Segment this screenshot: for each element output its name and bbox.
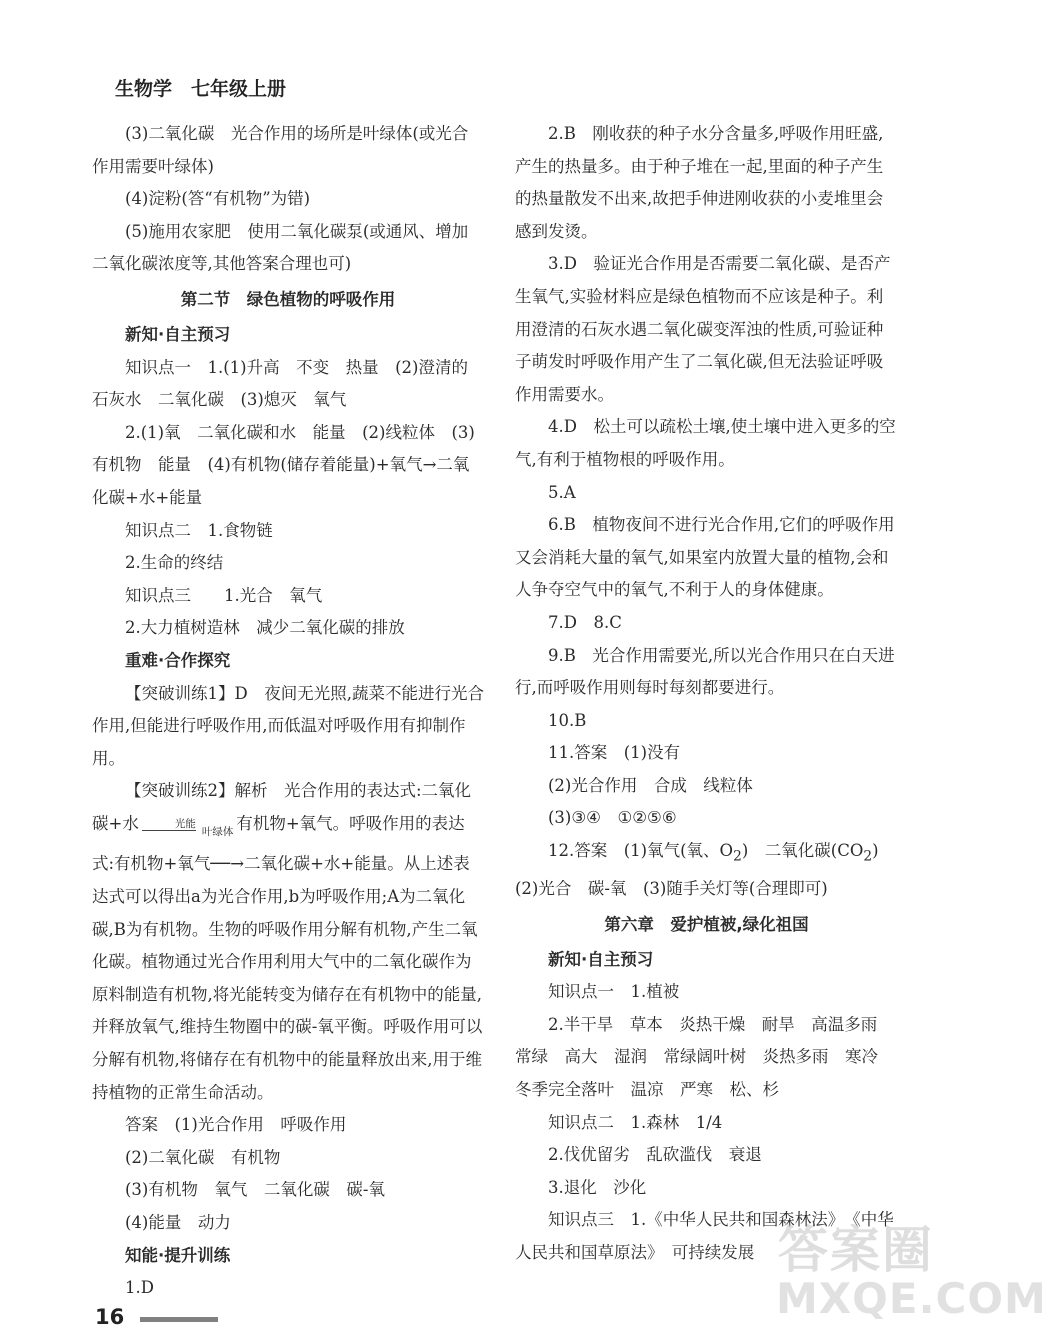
answer-paragraph: 知识点三 1.光合 氧气 <box>125 585 323 605</box>
watermark-url: MXQE.COM <box>776 1274 1047 1323</box>
answer-paragraph <box>515 835 898 873</box>
answer-paragraph: (3)③④ ①②⑤⑥ <box>548 808 677 828</box>
answer-paragraph: 4.D 松土可以疏松土壤,使土壤中进入更多的空气,有利于植物根的呼吸作用。 <box>515 417 896 469</box>
answer-paragraph: 知识点三 1.《中华人民共和国森林法》 《中华人民共和国草原法》 可持续发展 <box>515 1210 894 1262</box>
answer-paragraph: 知识点一 1.(1)升高 不变 热量 (2)澄清的石灰水 二氧化碳 (3)熄灭 氧气 <box>92 357 468 410</box>
arrow-condition-top: 光能 <box>174 817 196 830</box>
subscript: 2 <box>733 848 742 865</box>
answer-text: ) 二氧化碳(CO <box>741 841 864 861</box>
subheading: 知能·提升训练 <box>125 1245 231 1265</box>
subscript: 2 <box>863 848 873 865</box>
answer-paragraph: 10.B <box>548 710 587 730</box>
answer-paragraph: 7.D 8.C <box>548 612 622 632</box>
right-column <box>515 118 898 1269</box>
answer-paragraph: 答案 (1)光合作用 呼吸作用 <box>125 1115 347 1135</box>
answer-paragraph: 2.生命的终结 <box>125 553 224 573</box>
answer-paragraph: 3.D 验证光合作用是否需要二氧化碳、是否产生氧气,实验材料应是绿色植物而不应该是种子。利用澄清的石灰水遇二氧化碳变浑浊的性质,可验证种子萌发时呼吸作用产生了二氧化碳,但无法验证呼吸作用需要水。 <box>515 254 891 404</box>
answer-paragraph: 2.半干旱 草本 炎热干燥 耐旱 高温多雨 常绿 高大 湿润 常绿阔叶树 炎热多雨 寒冷 冬季完全落叶 温凉 严寒 松、杉 <box>515 1014 895 1099</box>
left-column <box>92 118 484 1305</box>
answer-paragraph: 【突破训练1】D 夜间无光照,蔬菜不能进行光合作用,但能进行呼吸作用,而低温对呼吸作用有抑制作用。 <box>92 683 484 768</box>
answer-paragraph: 5.A <box>548 482 576 502</box>
explanation-body: 有机物+氧气。呼吸作用的表达式:有机物+氧气──→二氧化碳+水+能量。从上述表达式可以得出a为光合作用,b为呼吸作用;A为二氧化碳,B为有机物。生物的呼吸作用分解有机物,产生二氧化碳。植物通过光合作用利用大气中的二氧化碳作为原料制造有机物,将光能转变为储存在有机物中的能量,并释放氧气,维持生物圈中的碳-氧平衡。呼吸作用可以分解有机物,将储存在有机物中的能量释放出来,用于维持植物的正常生命活动。 <box>92 813 483 1102</box>
subheading: 新知·自主预习 <box>548 949 654 969</box>
answer-paragraph: 知识点二 1.森林 1/4 <box>548 1112 723 1132</box>
answer-paragraph: 9.B 光合作用需要光,所以光合作用只在白天进行,而呼吸作用则每时每刻都要进行。 <box>515 645 895 698</box>
running-header: 生物学 七年级上册 <box>115 78 287 100</box>
explanation-lead: 【突破训练2】解析 光合作用的表达式:二氧化碳+水 <box>92 781 472 833</box>
watermark-text: 答案圈 <box>778 1221 934 1279</box>
footer-rule <box>140 1317 218 1322</box>
answer-paragraph: 1.D <box>125 1278 154 1298</box>
answer-paragraph: 2.B 刚收获的种子水分含量多,呼吸作用旺盛,产生的热量多。由于种子堆在一起,里面的种子产生的热量散发不出来,故把手伸进刚收获的小麦堆里会感到发烫。 <box>515 124 884 241</box>
subheading: 重难·合作探究 <box>125 650 231 670</box>
section-heading: 第二节 绿色植物的呼吸作用 <box>180 289 396 309</box>
answer-paragraph: (3)有机物 氧气 二氧化碳 碳-氧 <box>125 1180 385 1200</box>
answer-paragraph: (2)二氧化碳 有机物 <box>125 1147 281 1167</box>
answer-paragraph: 11.答案 (1)没有 <box>548 743 681 763</box>
answer-paragraph: 3.退化 沙化 <box>548 1177 647 1197</box>
explanation-paragraph <box>92 775 484 1109</box>
answer-paragraph: 知识点二 1.食物链 <box>125 520 273 540</box>
answer-paragraph: (3)二氧化碳 光合作用的场所是叶绿体(或光合作用需要叶绿体) <box>92 124 469 176</box>
answer-paragraph: (4)淀粉(答“有机物”为错) <box>125 189 311 209</box>
watermark-logo <box>772 1208 1047 1336</box>
answer-paragraph: (4)能量 动力 <box>125 1213 231 1232</box>
answer-paragraph: 6.B 植物夜间不进行光合作用,它们的呼吸作用又会消耗大量的氧气,如果室内放置大量的植物,会和人争夺空气中的氧气,不利于人的身体健康。 <box>515 515 895 600</box>
chapter-heading: 第六章 爱护植被,绿化祖国 <box>604 914 809 934</box>
answer-paragraph: (2)光合 碳-氧 (3)随手关灯等(合理即可) <box>515 878 828 898</box>
answer-paragraph: (2)光合作用 合成 线粒体 <box>548 775 753 795</box>
answer-text: 12.答案 (1)氧气(氧、O <box>548 841 734 861</box>
page-number: 16 <box>95 1305 125 1329</box>
arrow-condition-bottom: 叶绿体 <box>201 825 234 838</box>
subheading: 新知·自主预习 <box>125 324 231 344</box>
answer-paragraph: 2.(1)氧 二氧化碳和水 能量 (2)线粒体 (3)有机物 能量 (4)有机物(储存着能量)+氧气→二氧化碳+水+能量 <box>92 422 475 507</box>
answer-paragraph: (5)施用农家肥 使用二氧化碳泵(或通风、增加二氧化碳浓度等,其他答案合理也可) <box>92 221 469 274</box>
answer-text: ) <box>872 841 879 861</box>
answer-paragraph: 知识点一 1.植被 <box>548 982 680 1002</box>
answer-paragraph: 2.伐优留劣 乱砍滥伐 衰退 <box>548 1145 762 1165</box>
answer-paragraph: 2.大力植树造林 减少二氧化碳的排放 <box>125 618 405 638</box>
